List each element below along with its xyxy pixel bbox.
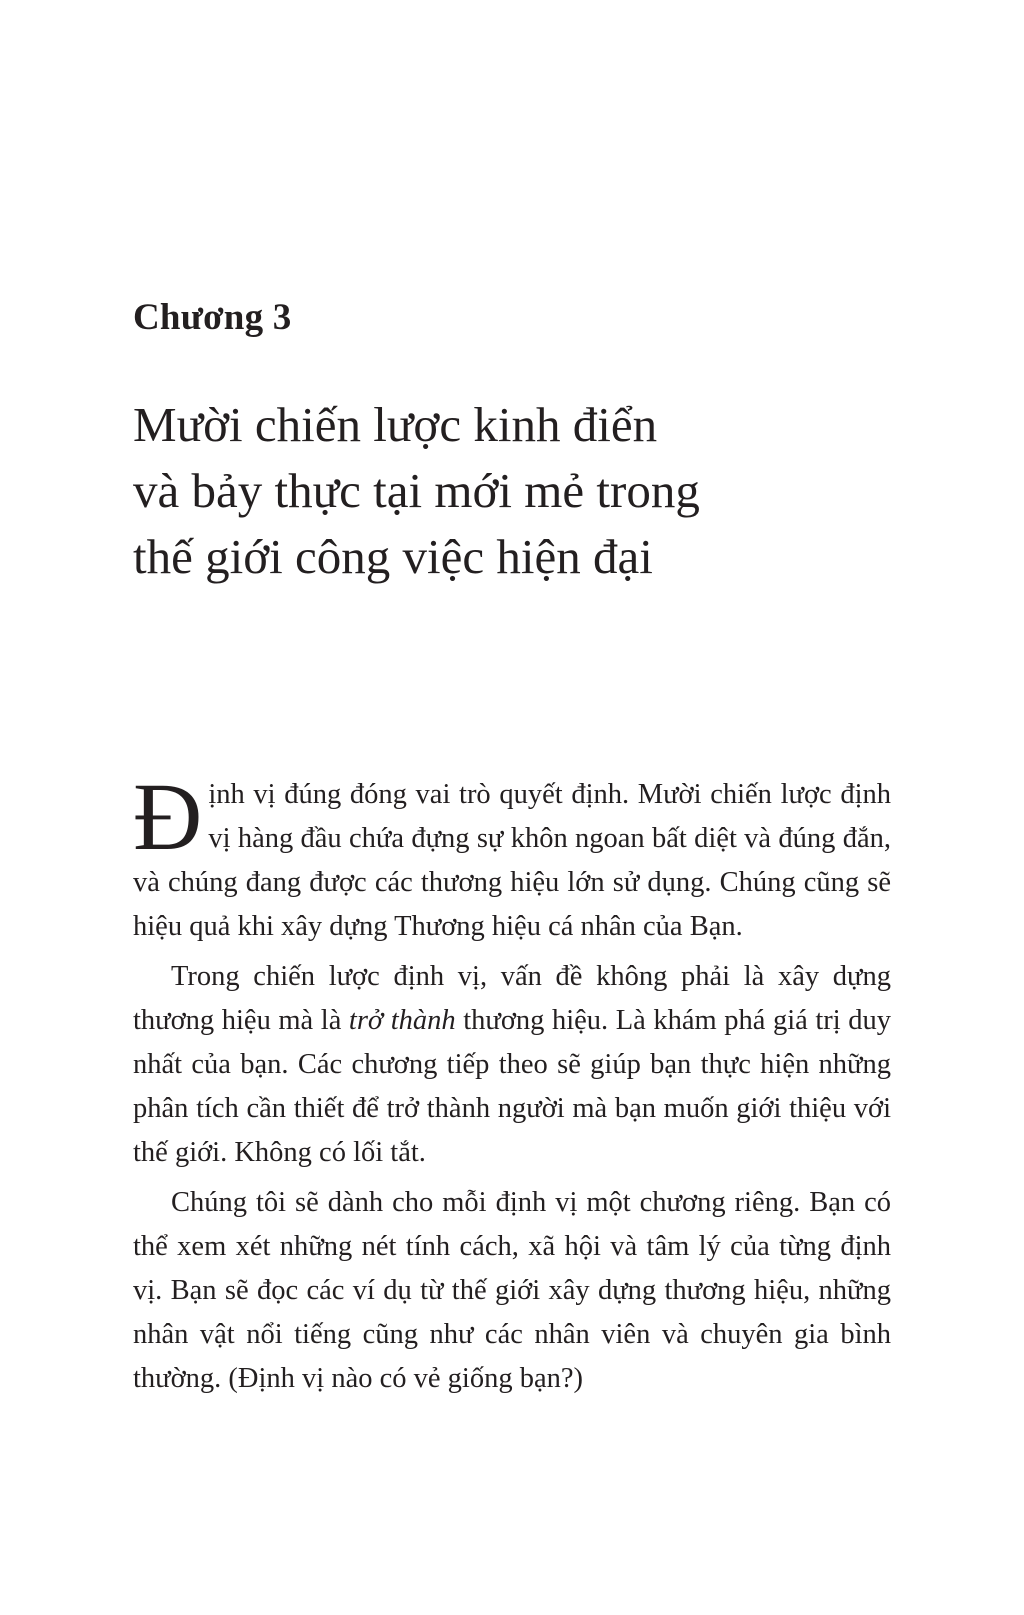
paragraph-2-italic: trở thành	[348, 1005, 456, 1036]
paragraph-2-before: Trong chiến lược định vị, vấn đề không phải là xây dựng thương hiệu mà là	[133, 961, 891, 1036]
chapter-label: Chương 3	[133, 297, 292, 338]
paragraph-3: Chúng tôi sẽ dành cho mỗi định vị một chương riêng. Bạn có thể xem xét những nét tính cách, xã hội và tâm lý của từng định vị. Bạn sẽ đọc các ví dụ từ thế giới xây dựng thương hiệu, những nhân vật nổi tiếng cũng như các nhân viên và chuyên gia bình thường. (Định vị nào có vẻ giống bạn?)	[133, 1187, 891, 1394]
paragraph-1-text: ịnh vị đúng đóng vai trò quyết định. Mười chiến lược định vị hàng đầu chứa đựng sự khôn ngoan bất diệt và đúng đắn, và chúng đang được các thương hiệu lớn sử dụng. Chúng cũng sẽ hiệu quả khi xây dựng Thương hiệu cá nhân của Bạn.	[133, 779, 891, 942]
drop-cap: Đ	[133, 763, 203, 870]
chapter-title	[133, 392, 893, 590]
chapter-title-line-1: Mười chiến lược kinh điển	[133, 397, 658, 452]
paragraph-2	[133, 955, 891, 1175]
paragraph-1	[133, 763, 891, 949]
paragraph-2-after: thương hiệu. Là khám phá giá trị duy nhất của bạn. Các chương tiếp theo sẽ giúp bạn thực hiện những phân tích cần thiết để trở thành người mà bạn muốn giới thiệu với thế giới. Không có lối tắt.	[133, 1005, 891, 1168]
body-text	[133, 763, 891, 1407]
chapter-title-line-3: thế giới công việc hiện đại	[133, 529, 653, 584]
chapter-title-line-2: và bảy thực tại mới mẻ trong	[133, 463, 700, 518]
